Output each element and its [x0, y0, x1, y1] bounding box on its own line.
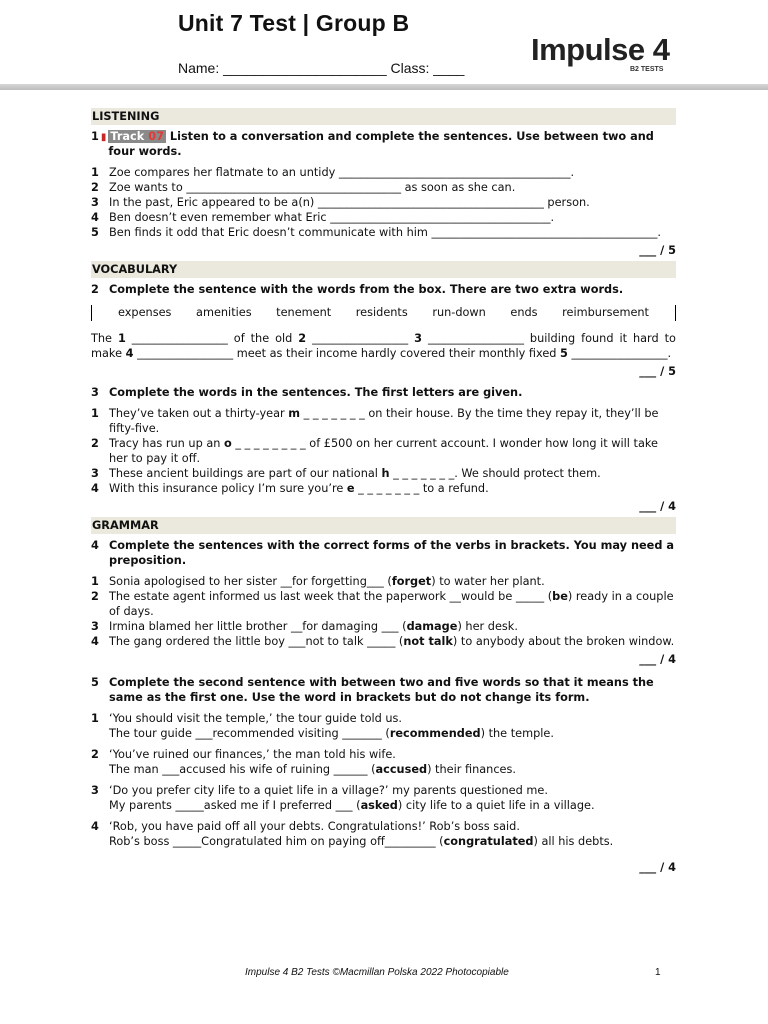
score-box: ___ / 5: [639, 244, 676, 257]
score-box: ___ / 4: [639, 653, 676, 666]
word-box-item: residents: [355, 306, 408, 319]
list-item: 4 ‘Rob, you have paid off all your debts. Congratulations!’ Rob’s boss said. Rob’s boss _____Congratulated him on paying off_________ (congratulated) all his debts.: [91, 820, 614, 848]
list-item: 2 Zoe wants to ______________________________________ as soon as she can.: [91, 181, 516, 194]
score-box: ___ / 4: [639, 861, 676, 874]
track-badge[interactable]: Track 07: [110, 130, 164, 143]
list-item: 2 The estate agent informed us last week that the paperwork __would be _____ (be) ready in a couple of days.: [91, 590, 674, 618]
list-item: 1 ‘You should visit the temple,’ the tour guide told us. The tour guide ___recommended visiting _______ (recommended) the temple.: [91, 712, 554, 740]
list-item: 1 They’ve taken out a thirty-year m _ _ _ _ _ _ _ on their house. By the time they repay it, they’ll be fifty-five.: [91, 407, 659, 435]
word-box-item: ends: [510, 306, 538, 319]
vocabulary-instruction-3: 3 Complete the words in the sentences. The first letters are given.: [91, 386, 523, 399]
list-item: 5 Ben finds it odd that Eric doesn’t communicate with him ________________________________________.: [91, 226, 661, 239]
section-vocabulary-heading: VOCABULARY: [91, 261, 676, 278]
brand-subtitle: B2 TESTS: [630, 66, 664, 73]
score-box: ___ / 4: [639, 500, 676, 513]
vocabulary-instruction-2: 2 Complete the sentence with the words from the box. There are two extra words.: [91, 283, 624, 296]
list-item: 4 With this insurance policy I’m sure you’re e _ _ _ _ _ _ _ to a refund.: [91, 482, 489, 495]
brand-logo: Impulse 4: [531, 32, 670, 67]
word-box-item: run-down: [432, 306, 486, 319]
header-divider: [0, 84, 768, 90]
question-number: 1 ▮: [91, 130, 107, 143]
list-item: 3 In the past, Eric appeared to be a(n) ________________________________________ person.: [91, 196, 590, 209]
list-item: 1 Zoe compares her flatmate to an untidy _________________________________________.: [91, 166, 575, 179]
name-class-line: Name: _____________________ Class: ____: [178, 60, 465, 76]
list-item: 4 Ben doesn’t even remember what Eric _______________________________________.: [91, 211, 555, 224]
word-box-item: amenities: [196, 306, 252, 319]
section-listening-heading: LISTENING: [91, 108, 676, 125]
grammar-instruction-4: 4 Complete the sentences with the correct forms of the verbs in brackets. You may need a preposition.: [91, 539, 674, 567]
word-box-item: reimbursement: [562, 306, 649, 319]
audio-icon: ▮: [100, 132, 107, 143]
word-box-item: expenses: [118, 306, 172, 319]
page-title: Unit 7 Test | Group B: [178, 10, 410, 36]
score-box: ___ / 5: [639, 365, 676, 378]
listening-instruction: 1 ▮ Track 07 Listen to a conversation and complete the sentences. Use between two and four words.: [91, 130, 654, 158]
section-grammar-heading: GRAMMAR: [91, 517, 676, 534]
test-content: [91, 108, 676, 878]
list-item: 3 ‘Do you prefer city life to a quiet life in a village?’ my parents questioned me. My parents _____asked me if I preferred ___ (asked) city life to a quiet life in a village.: [91, 784, 595, 812]
word-box-item: tenement: [276, 306, 332, 319]
list-item: 2 Tracy has run up an o _ _ _ _ _ _ _ _ of £500 on her current account. I wonder how long it will take her to pay it off.: [91, 437, 658, 465]
list-item: 3 These ancient buildings are part of our national h _ _ _ _ _ _ _. We should protect them.: [91, 467, 601, 480]
list-item: 4 The gang ordered the little boy ___not to talk _____ (not talk) to anybody about the broken window.: [91, 635, 675, 648]
list-item: 1 Sonia apologised to her sister __for forgetting___ (forget) to water her plant.: [91, 575, 545, 588]
list-item: 3 Irmina blamed her little brother __for damaging ___ (damage) her desk.: [91, 620, 518, 633]
list-item: 2 ‘You’ve ruined our finances,’ the man told his wife. The man ___accused his wife of ruining ______ (accused) their finances.: [91, 748, 516, 776]
page-number: 1: [655, 967, 661, 978]
gap-fill-paragraph: The 1 _________________ of the old 2 _________________ 3 _________________ building found it hard to make 4 _________________ meet as their income hardly covered their monthly fixed 5 _________________.: [91, 332, 676, 360]
grammar-instruction-5: 5 Complete the second sentence with between two and five words so that it means the same as the first one. Use the word in brackets but do not change its form.: [91, 676, 654, 704]
footer-copyright: Impulse 4 B2 Tests ©Macmillan Polska 2022 Photocopiable: [245, 967, 509, 978]
word-box: [91, 305, 676, 321]
